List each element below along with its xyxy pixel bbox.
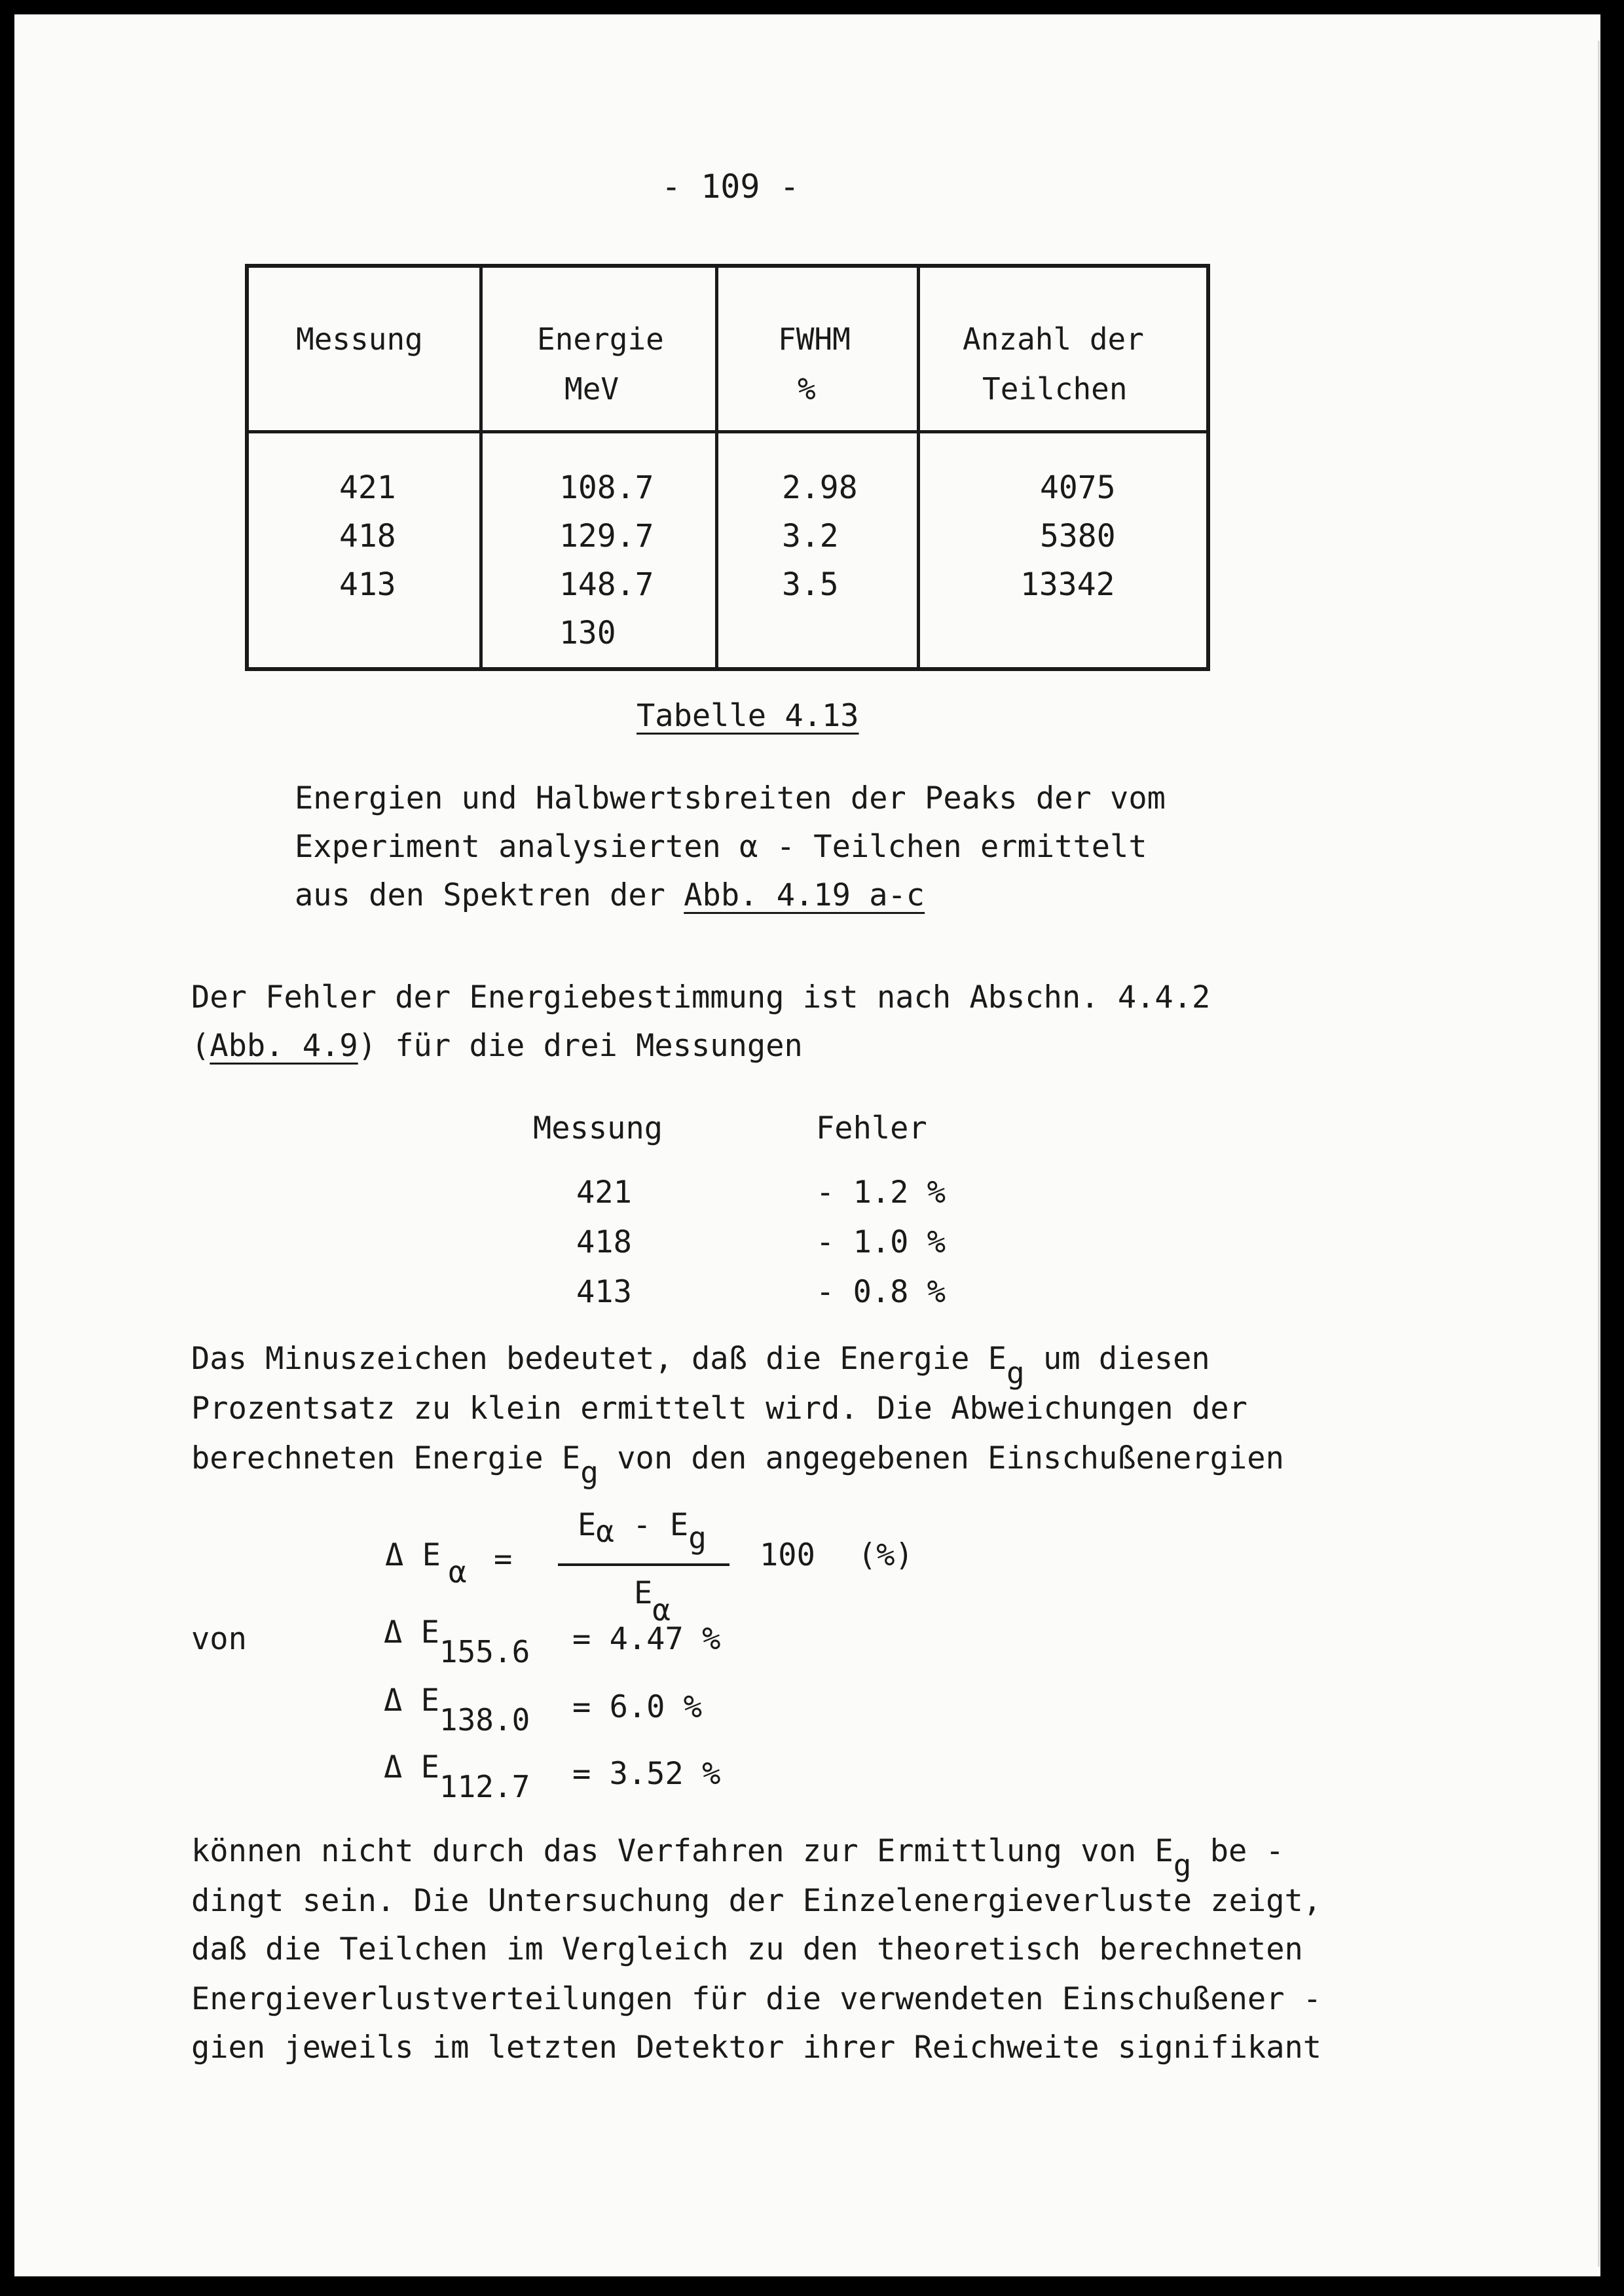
error-row-fehler: - 1.2 %: [816, 1175, 946, 1211]
table-cell: 130: [559, 615, 616, 651]
table-cell: 421: [339, 469, 396, 506]
body-line: dingt sein. Die Untersuchung der Einzelenergieverluste zeigt,: [191, 1883, 1322, 1919]
table-cell: 3.2: [782, 518, 839, 555]
body-line: berechneten Energie Eg von den angegebenen Einschußenergien: [191, 1440, 1284, 1490]
error-row-fehler: - 1.0 %: [816, 1224, 946, 1260]
body-line: können nicht durch das Verfahren zur Ermittlung von Eg be -: [191, 1833, 1284, 1883]
table-cell: 13342: [1020, 566, 1115, 603]
table-column-divider: [917, 268, 920, 667]
caption-line: Energien und Halbwertsbreiten der Peaks der vom: [295, 780, 1166, 816]
measurement-table: [245, 264, 1210, 671]
table-caption-label: Tabelle 4.13: [637, 698, 859, 734]
formula-unit: (%): [858, 1537, 913, 1573]
formula-factor: 100: [760, 1537, 815, 1573]
caption-line: aus den Spektren der Abb. 4.19 a-c: [295, 877, 925, 913]
page-edge-line: [1598, 41, 1600, 2267]
result-value: = 3.52 %: [572, 1756, 721, 1792]
error-header-fehler: Fehler: [816, 1110, 927, 1146]
header-energie: Energie: [537, 321, 664, 357]
table-cell: 108.7: [559, 469, 654, 506]
fraction-bar: [558, 1563, 729, 1566]
body-line: daß die Teilchen im Vergleich zu den theoretisch berechneten: [191, 1931, 1303, 1967]
formula-equals: =: [494, 1541, 513, 1577]
figure-reference: Abb. 4.9: [210, 1028, 358, 1064]
table-column-divider: [479, 268, 483, 667]
header-energie-unit: MeV: [564, 371, 619, 407]
error-row-messung: 418: [576, 1224, 632, 1260]
body-line: Der Fehler der Energiebestimmung ist nach Abschn. 4.4.2: [191, 979, 1211, 1015]
von-label: von: [191, 1621, 247, 1657]
table-cell: 2.98: [782, 469, 858, 506]
table-cell: 418: [339, 518, 396, 555]
table-cell: 413: [339, 566, 396, 603]
body-line: Prozentsatz zu klein ermittelt wird. Die Abweichungen der: [191, 1391, 1247, 1427]
table-header-divider: [249, 430, 1206, 433]
result-row: Δ E138.0: [384, 1683, 530, 1738]
table-cell: 5380: [1040, 518, 1116, 555]
body-line: Energieverlustverteilungen für die verwendeten Einschußener -: [191, 1981, 1322, 2017]
error-row-fehler: - 0.8 %: [816, 1274, 946, 1310]
header-fwhm: FWHM: [778, 321, 851, 357]
figure-reference: Abb. 4.19 a-c: [684, 877, 925, 913]
result-value: = 6.0 %: [572, 1689, 703, 1725]
header-anzahl: Anzahl der: [963, 321, 1144, 357]
table-cell: 4075: [1040, 469, 1116, 506]
body-line: (Abb. 4.9) für die drei Messungen: [191, 1028, 803, 1064]
table-cell: 148.7: [559, 566, 654, 603]
formula-denominator: Eα: [634, 1575, 671, 1628]
body-line: gien jeweils im letzten Detektor ihrer Reichweite signifikant: [191, 2030, 1322, 2066]
table-cell: 129.7: [559, 518, 654, 555]
result-row: Δ E155.6: [384, 1614, 530, 1669]
formula-lhs: Δ E α: [385, 1537, 467, 1590]
error-header-messung: Messung: [533, 1110, 663, 1146]
page-number: - 109 -: [661, 168, 800, 206]
caption-line: Experiment analysierten α - Teilchen ermittelt: [295, 829, 1147, 865]
result-row: Δ E112.7: [384, 1749, 530, 1804]
table-column-divider: [715, 268, 718, 667]
error-row-messung: 413: [576, 1274, 632, 1310]
error-row-messung: 421: [576, 1175, 632, 1211]
header-fwhm-unit: %: [798, 371, 816, 407]
body-line: Das Minuszeichen bedeutet, daß die Energie Eg um diesen: [191, 1341, 1210, 1391]
formula-numerator: Eα - Eg: [578, 1507, 707, 1556]
result-value: = 4.47 %: [572, 1621, 721, 1657]
table-cell: 3.5: [782, 566, 839, 603]
header-messung: Messung: [296, 321, 423, 357]
header-anzahl-line2: Teilchen: [982, 371, 1128, 407]
